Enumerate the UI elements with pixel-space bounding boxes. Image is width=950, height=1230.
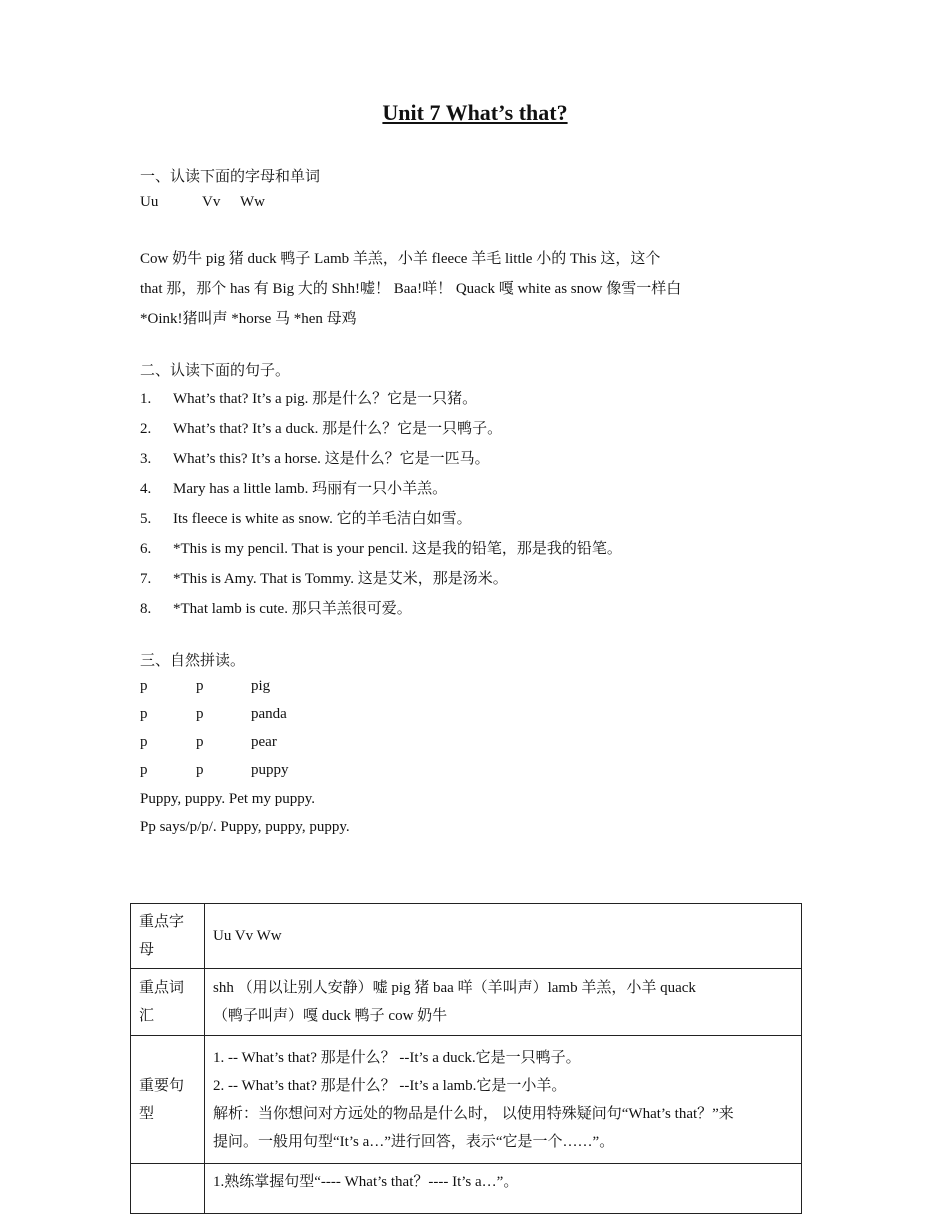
table-row-content [205,1036,802,1164]
table-row-head [131,1164,205,1214]
phonics-sound: p [196,678,204,694]
letter-item: Vv [202,194,221,210]
vocab-line: *Oink!猪叫声 *horse 马 *hen 母鸡 [140,311,357,327]
table-cell-line: 提问。一般用句型“It’s a…”进行回答，表示“它是一个……”。 [213,1133,615,1150]
sentence-text: *This is Amy. That is Tommy. 这是艾米，那是汤米。 [173,571,508,587]
sentence-number: 4. [140,481,152,497]
phonics-row [140,706,148,723]
phonics-word: pig [251,678,271,694]
phonics-row [140,734,148,751]
table-cell-line: 解析：当你想问对方远处的物品是什么时， 以使用特殊疑问句“What’s that？”来 [213,1105,734,1122]
sentence-text: Mary has a little lamb. 玛丽有一只小羊羔。 [173,481,448,497]
section3-heading: 三、自然拼读。 [140,653,246,669]
sentence-text: What’s that? It’s a pig. 那是什么？它是一只猪。 [173,391,478,407]
sentence-item [140,537,622,558]
table-row-content [205,1164,802,1214]
table-cell-line: 1.熟练掌握句型“---- What’s that？---- It’s a…”。 [213,1174,519,1190]
sentence-text: What’s that? It’s a duck. 那是什么？它是一只鸭子。 [173,421,503,437]
phonics-letter: p [140,734,148,750]
phonics-letter: p [140,678,148,694]
sentence-item [140,477,447,498]
sentence-number: 6. [140,541,152,557]
sentence-item [140,597,412,618]
sentence-text: *This is my pencil. That is your pencil. 这是我的铅笔，那是我的铅笔。 [173,541,622,557]
sentence-number: 3. [140,451,152,467]
chant-line: Pp says/p/p/. Puppy, puppy, puppy. [140,819,350,835]
letters-row [140,194,265,211]
table-cell-line: shh （用以让别人安静）嘘 pig 猪 baa 咩（羊叫声）lamb 羊羔，小羊 quack [213,980,696,996]
phonics-sound: p [196,762,204,778]
sentence-item [140,387,477,408]
sentence-number: 8. [140,601,152,617]
phonics-letter: p [140,762,148,778]
phonics-sound: p [196,706,204,722]
sentence-text: *That lamb is cute. 那只羊羔很可爱。 [173,601,412,617]
sentence-number: 7. [140,571,152,587]
table-row-head: 重点词汇 [131,969,205,1036]
table-cell-line: Uu Vv Ww [213,928,282,944]
vocab-line: that 那，那个 has 有 Big 大的 Shh!嘘！ Baa!咩！ Quack 嘎 white as snow 像雪一样白 [140,281,682,297]
table-row [131,1164,802,1214]
phonics-word: puppy [251,762,289,778]
vocab-line: Cow 奶牛 pig 猪 duck 鸭子 Lamb 羊羔，小羊 fleece 羊毛 little 小的 This 这，这个 [140,251,661,267]
sentence-item [140,447,490,468]
table-cell-line: 2. -- What’s that? 那是什么？ --It’s a lamb.它是一小羊。 [213,1077,567,1094]
table-row [131,1036,802,1164]
phonics-word: pear [251,734,277,750]
sentence-number: 2. [140,421,152,437]
section2-heading: 二、认读下面的句子。 [140,363,291,379]
sentence-number: 1. [140,391,152,407]
table-row [131,904,802,969]
summary-table [130,903,802,1214]
phonics-word: panda [251,706,287,722]
phonics-row [140,678,148,695]
table-cell-line: 1. -- What’s that? 那是什么？ --It’s a duck.它是一只鸭子。 [213,1049,581,1066]
phonics-sound: p [196,734,204,750]
sentence-text: Its fleece is white as snow. 它的羊毛洁白如雪。 [173,511,472,527]
page-title: Unit 7 What’s that? [382,100,568,125]
table-row-head: 重要句型 [131,1036,205,1164]
table-cell-line: （鸭子叫声）嘎 duck 鸭子 cow 奶牛 [213,1008,448,1024]
table-row-content [205,969,802,1036]
letter-item: Ww [240,194,265,210]
section1-heading: 一、认读下面的字母和单词 [140,169,321,185]
sentence-item [140,567,508,588]
chant-line: Puppy, puppy. Pet my puppy. [140,791,316,807]
table-row-head: 重点字母 [131,904,205,969]
phonics-row [140,762,148,779]
phonics-letter: p [140,706,148,722]
sentence-item [140,417,502,438]
sentence-text: What’s this? It’s a horse. 这是什么？它是一匹马。 [173,451,490,467]
sentence-number: 5. [140,511,152,527]
table-row [131,969,802,1036]
letter-item: Uu [140,194,159,210]
sentence-item [140,507,472,528]
table-row-content [205,904,802,969]
